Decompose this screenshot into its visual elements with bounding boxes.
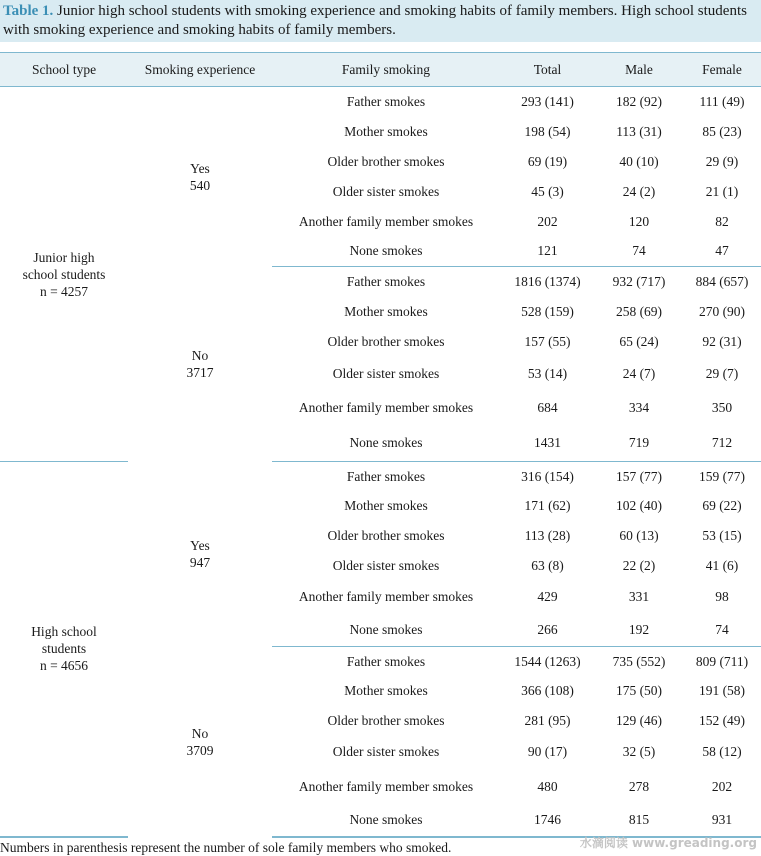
female-cell: 350 <box>711 399 733 415</box>
male-cell: 24 (2) <box>622 183 656 199</box>
male-cell: 60 (13) <box>619 527 659 543</box>
footnote: Numbers in parenthesis represent the number of sole family members who smoked. <box>0 840 452 855</box>
header-total: Total <box>500 53 595 87</box>
male-cell: 334 <box>628 399 650 415</box>
total-cell: 316 (154) <box>521 468 574 484</box>
male-cell: 331 <box>628 589 650 604</box>
male-cell: 120 <box>628 213 650 229</box>
school-type-line: school students <box>22 266 106 282</box>
family-smoking-cell: Another family member smokes <box>298 213 474 229</box>
header-family-smoking: Family smoking <box>272 53 500 87</box>
family-smoking-cell: Mother smokes <box>344 123 428 139</box>
male-cell: 129 (46) <box>615 712 663 728</box>
female-cell: 85 (23) <box>702 123 742 139</box>
female-cell: 270 (90) <box>698 303 746 319</box>
female-cell: 69 (22) <box>702 498 742 513</box>
family-smoking-cell: None smokes <box>272 805 500 837</box>
total-cell: 63 (8) <box>531 557 564 573</box>
total-cell: 45 (3) <box>531 183 564 199</box>
male-cell: 175 (50) <box>615 683 663 698</box>
total-cell: 366 (108) <box>521 683 574 698</box>
male-cell: 735 (552) <box>612 653 666 669</box>
family-smoking-cell: Older brother smokes <box>327 334 445 349</box>
family-smoking-cell: Older brother smokes <box>327 527 445 543</box>
total-cell: 90 (17) <box>527 744 568 759</box>
male-cell: 719 <box>595 426 683 462</box>
table-row <box>0 87 761 117</box>
family-smoking-cell: Mother smokes <box>344 498 428 513</box>
total-cell: 113 (28) <box>524 527 571 543</box>
female-cell: 152 (49) <box>698 712 746 728</box>
female-cell: 58 (12) <box>702 744 742 759</box>
header-female: Female <box>683 53 761 87</box>
female-cell: 47 <box>683 237 761 267</box>
total-cell: 53 (14) <box>527 365 568 381</box>
total-cell: 293 (141) <box>521 93 574 109</box>
female-cell: 712 <box>683 426 761 462</box>
total-cell: 198 (54) <box>524 123 571 139</box>
female-cell: 29 (9) <box>705 153 739 169</box>
school-type-cell <box>0 462 128 837</box>
experience-label: No <box>191 725 209 741</box>
male-cell: 24 (7) <box>622 365 656 381</box>
header-male: Male <box>595 53 683 87</box>
family-smoking-cell: Mother smokes <box>344 683 428 698</box>
family-smoking-cell: Older brother smokes <box>327 712 445 728</box>
male-cell: 278 <box>628 778 650 794</box>
family-smoking-cell: None smokes <box>272 426 500 462</box>
total-cell: 528 (159) <box>521 303 574 319</box>
total-cell: 281 (95) <box>524 712 571 728</box>
total-cell: 202 <box>537 213 558 229</box>
total-cell: 1431 <box>500 426 595 462</box>
header-smoking-experience: Smoking experience <box>128 53 272 87</box>
total-cell: 684 <box>537 399 558 415</box>
total-cell: 1816 (1374) <box>514 273 581 289</box>
female-cell: 21 (1) <box>705 183 739 199</box>
family-smoking-cell: Another family member smokes <box>298 589 474 604</box>
total-cell: 171 (62) <box>524 498 571 513</box>
female-cell: 82 <box>715 213 729 229</box>
table-label: Table 1. <box>3 3 54 19</box>
school-type-line: n = 4656 <box>39 658 89 674</box>
total-cell: 1544 (1263) <box>514 653 581 669</box>
total-cell: 266 <box>500 614 595 647</box>
male-cell: 32 (5) <box>622 744 656 759</box>
family-smoking-cell: Another family member smokes <box>298 399 474 415</box>
male-cell: 102 (40) <box>615 498 663 513</box>
header-row <box>0 53 761 87</box>
male-cell: 65 (24) <box>619 334 659 349</box>
family-smoking-cell: Mother smokes <box>344 303 428 319</box>
table-body <box>0 87 761 837</box>
female-cell: 74 <box>683 614 761 647</box>
school-type-line: students <box>41 641 87 657</box>
female-cell: 111 (49) <box>699 93 745 109</box>
school-type-line: Junior high <box>33 249 95 265</box>
male-cell: 815 <box>595 805 683 837</box>
school-type-line: n = 4257 <box>39 283 89 299</box>
female-cell: 884 (657) <box>695 273 749 289</box>
experience-count: 3717 <box>186 365 214 380</box>
male-cell: 258 (69) <box>615 303 663 319</box>
experience-label: Yes <box>190 538 210 553</box>
school-type-cell <box>0 87 128 462</box>
total-cell: 480 <box>537 778 558 794</box>
smoking-experience-cell <box>128 267 272 462</box>
family-smoking-cell: Older brother smokes <box>327 153 445 169</box>
table-caption <box>0 0 761 42</box>
experience-count: 540 <box>189 177 211 193</box>
experience-count: 947 <box>189 555 211 570</box>
header-school-type: School type <box>0 53 128 87</box>
family-smoking-cell: Father smokes <box>346 273 426 289</box>
male-cell: 113 (31) <box>616 123 662 139</box>
female-cell: 92 (31) <box>702 334 742 349</box>
family-smoking-cell: Older sister smokes <box>332 744 440 759</box>
total-cell: 429 <box>537 589 558 604</box>
male-cell: 74 <box>595 237 683 267</box>
total-cell: 157 (55) <box>524 334 571 349</box>
female-cell: 159 (77) <box>698 468 746 484</box>
table-row <box>0 462 761 492</box>
family-smoking-cell: Father smokes <box>346 93 426 109</box>
watermark: 水滴阅读 www.greading.org <box>579 836 757 850</box>
family-smoking-cell: Another family member smokes <box>298 778 474 794</box>
data-table <box>0 52 761 838</box>
female-cell: 202 <box>711 778 733 794</box>
family-smoking-cell: Older sister smokes <box>332 183 440 199</box>
male-cell: 157 (77) <box>615 468 663 484</box>
female-cell: 931 <box>683 805 761 837</box>
smoking-experience-cell <box>128 647 272 837</box>
male-cell: 182 (92) <box>615 93 663 109</box>
male-cell: 22 (2) <box>622 557 656 573</box>
school-type-line: High school <box>31 624 97 640</box>
male-cell: 192 <box>595 614 683 647</box>
caption-text: Junior high school students with smoking experience and smoking habits of family members. High school students with smoking experience and smoking habits of family members. <box>3 3 747 38</box>
male-cell: 40 (10) <box>619 153 659 169</box>
family-smoking-cell: Father smokes <box>346 653 426 669</box>
total-cell: 69 (19) <box>527 153 568 169</box>
total-cell: 121 <box>500 237 595 267</box>
family-smoking-cell: Older sister smokes <box>332 557 440 573</box>
female-cell: 809 (711) <box>695 653 749 669</box>
smoking-experience-cell <box>128 87 272 267</box>
family-smoking-cell: None smokes <box>272 614 500 647</box>
female-cell: 29 (7) <box>705 365 739 381</box>
female-cell: 191 (58) <box>698 683 746 698</box>
family-smoking-cell: Older sister smokes <box>332 365 440 381</box>
male-cell: 932 (717) <box>612 273 666 289</box>
experience-label: Yes <box>190 160 210 176</box>
female-cell: 98 <box>715 589 729 604</box>
experience-count: 3709 <box>186 742 214 758</box>
total-cell: 1746 <box>500 805 595 837</box>
female-cell: 53 (15) <box>702 527 742 543</box>
experience-label: No <box>191 348 209 363</box>
female-cell: 41 (6) <box>705 557 739 573</box>
family-smoking-cell: None smokes <box>272 237 500 267</box>
smoking-experience-cell <box>128 462 272 647</box>
family-smoking-cell: Father smokes <box>346 468 426 484</box>
